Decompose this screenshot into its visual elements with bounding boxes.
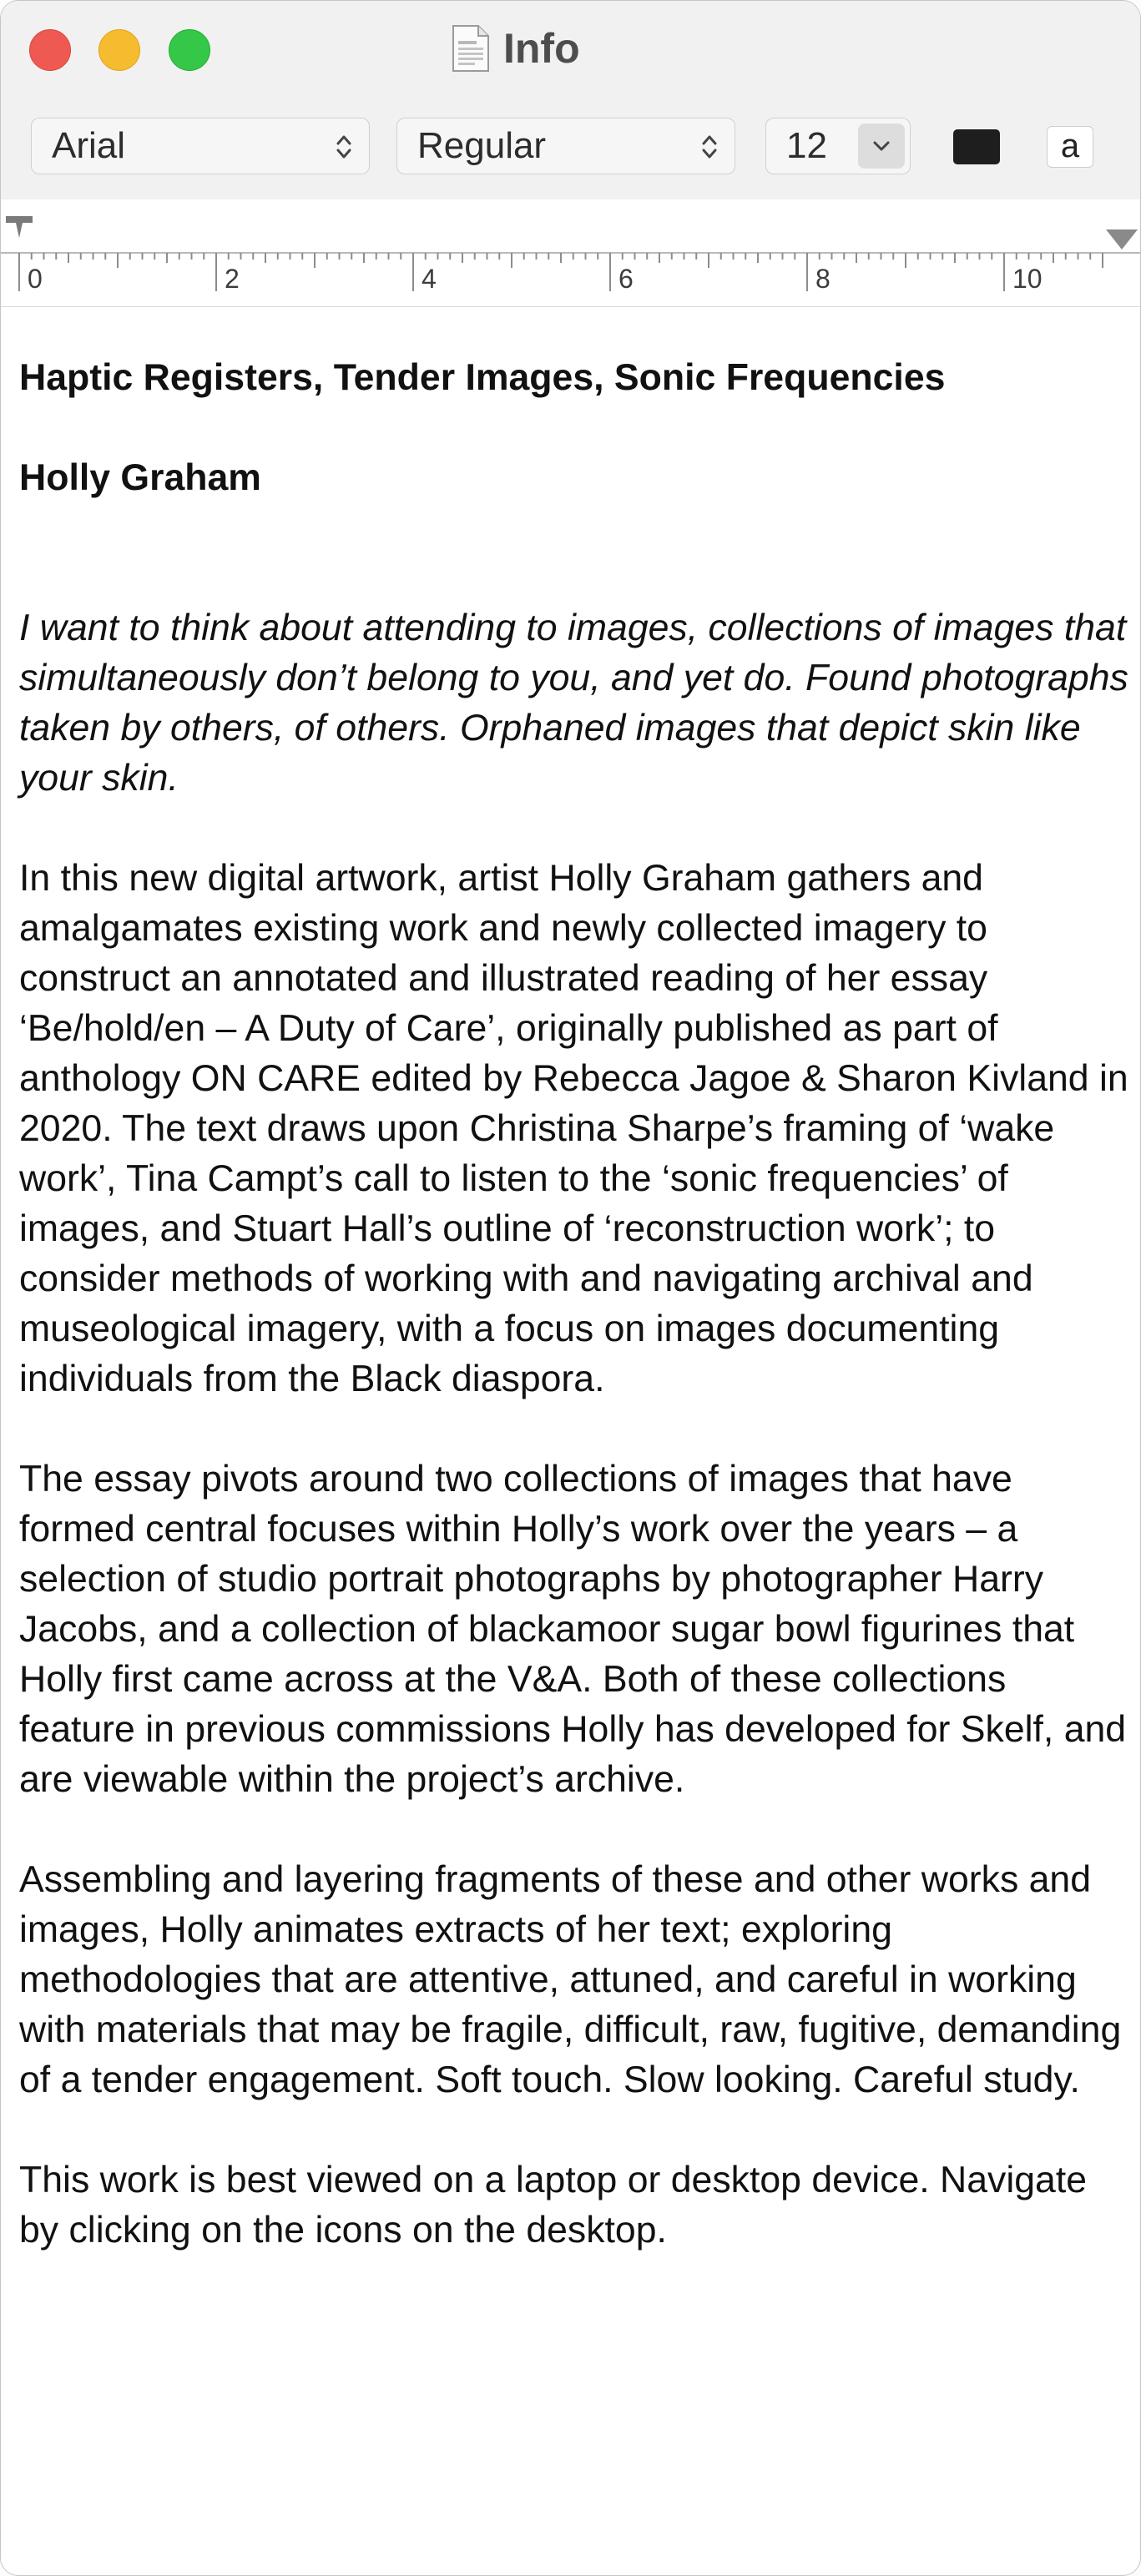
paragraph: In this new digital artwork, artist Holly Graham gathers and amalgamates existing work and newly collected imagery to construct an annotated and illustrated reading of her essay ‘Be/hold/en – A Duty of Care’, originally published as part of anthology ON CARE edited by Rebecca Jagoe & Sharon Kivland in 2020. The text draws upon Christina Sharpe’s framing of ‘wake work’, Tina Campt’s call to listen to the ‘sonic frequencies’ of images, and Stuart Hall’s outline of ‘reconstruction work’; to consider methods of working with and navigating archival and museological imagery, with a focus on images documenting individuals from the Black diaspora. — [19, 858, 1128, 1399]
ruler-label: 6 — [618, 264, 634, 294]
font-family-popup[interactable] — [31, 118, 370, 174]
font-style-value: Regular — [417, 125, 547, 166]
text-color-well[interactable] — [953, 129, 1000, 164]
document-text[interactable] — [19, 335, 1129, 2256]
right-margin-marker[interactable] — [1106, 229, 1138, 250]
window-title: Info — [503, 25, 580, 72]
font-size-value[interactable]: 12 — [786, 125, 827, 166]
chevron-down-icon — [870, 138, 893, 154]
ruler-scale — [1, 199, 1140, 306]
background-color-button[interactable]: a — [1047, 126, 1093, 168]
document-heading: Haptic Registers, Tender Images, Sonic Frequencies — [19, 357, 946, 398]
updown-chevron-icon — [699, 130, 719, 164]
updown-chevron-icon — [334, 130, 354, 164]
ruler[interactable] — [1, 199, 1140, 307]
close-button[interactable] — [29, 29, 71, 71]
ruler-label: 4 — [422, 264, 437, 294]
minimize-button[interactable] — [98, 29, 140, 71]
font-style-popup[interactable] — [396, 118, 735, 174]
ruler-label: 10 — [1012, 264, 1043, 294]
document-icon — [452, 24, 490, 73]
font-size-combo[interactable] — [765, 118, 911, 174]
left-indent-marker[interactable] — [6, 216, 33, 238]
paragraph: Assembling and layering fragments of these and other works and images, Holly animates extracts of her text; exploring methodologies that are attentive, attuned, and careful in working with materials that may be fragile, difficult, raw, fugitive, demanding of a tender engagement. Soft touch. Slow looking. Careful study. — [19, 1859, 1122, 2100]
paragraph: This work is best viewed on a laptop or desktop device. Navigate by clicking on the icons on the desktop. — [19, 2160, 1088, 2251]
window-toolbar — [1, 1, 1140, 200]
ruler-label: 2 — [225, 264, 240, 294]
font-family-value: Arial — [52, 125, 126, 166]
document-author: Holly Graham — [19, 457, 261, 498]
zoom-button[interactable] — [169, 29, 210, 71]
paragraph: The essay pivots around two collections of images that have formed central focuses within Holly’s work over the years – a selection of studio portrait photographs by photographer Harry Jacobs, and a collection of blackamoor sugar bowl figurines that Holly first came across at the V&A. Both of these collections feature in previous commissions Holly has developed for Skelf, and are viewable within the project’s archive. — [19, 1459, 1127, 1800]
title-area — [452, 21, 580, 76]
font-size-dropdown-button[interactable] — [858, 124, 905, 169]
intro-quote: I want to think about attending to images, collections of images that simultaneously don’t belong to you, and yet do. Found photographs taken by others, of others. Orphaned images that depict skin like your skin. — [19, 607, 1128, 799]
ruler-label: 8 — [815, 264, 831, 294]
ruler-label: 0 — [28, 264, 43, 294]
